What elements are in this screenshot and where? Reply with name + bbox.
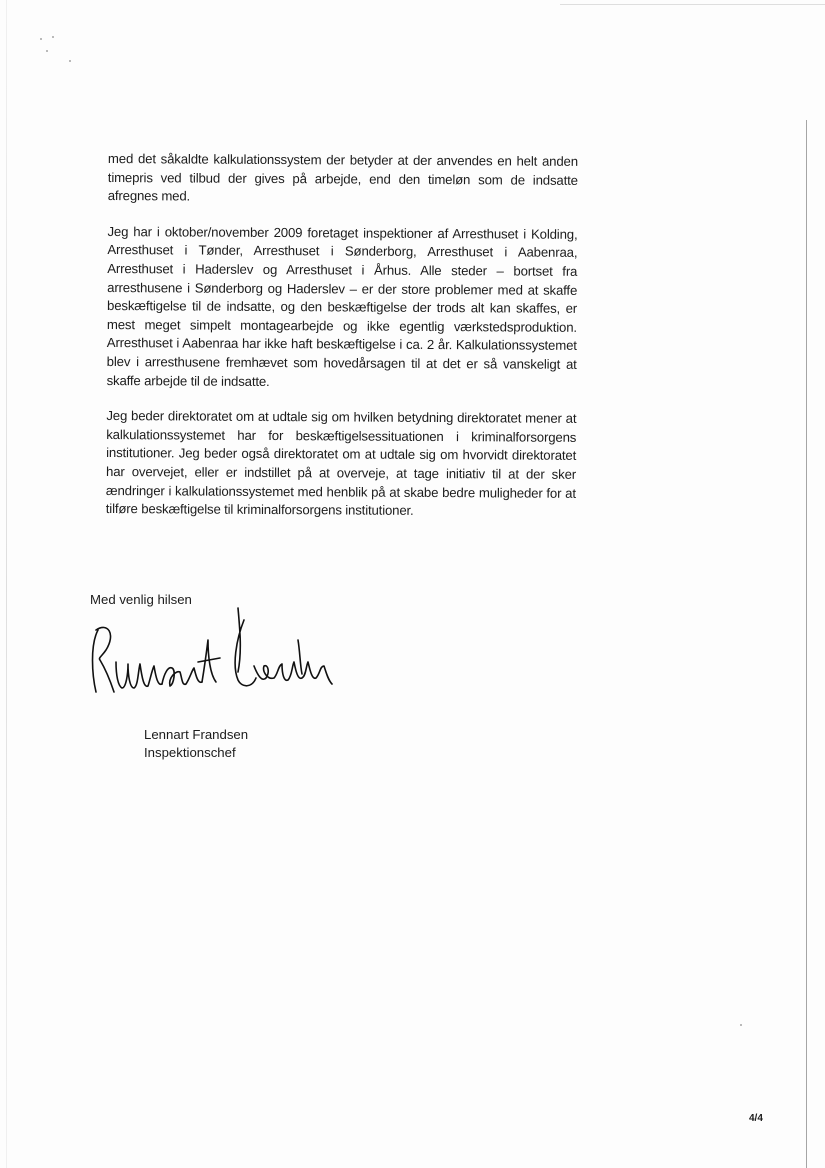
signer-name: Lennart Frandsen xyxy=(144,727,249,742)
paragraph-request: Jeg beder direktoratet om at udtale sig om hvilken betydning direktoratet mener at kalkulationssystemet har for beskæftigelsessituationen i kriminalforsorgens institutioner. Jeg beder også direktoratet om at udtale sig om hvorvidt direktoratet har overvejet, eller er indstillet på at overveje, at tage initiativ til at der sker ændringer i kalkulationssystemet med henblik på at skabe bedre muligheder for at tilføre beskæftigelse til kriminalforsorgens institutioner. xyxy=(105,408,577,518)
scan-speck xyxy=(69,60,71,62)
closing-salutation: Med venlig hilsen xyxy=(90,592,192,607)
scan-speck xyxy=(740,1024,742,1026)
scan-speck xyxy=(46,50,48,52)
handwritten-signature xyxy=(86,600,336,700)
page-number: 4/4 xyxy=(749,1113,763,1124)
signer-title: Inspektionschef xyxy=(144,745,236,760)
scan-edge-right xyxy=(806,120,807,1168)
scan-speck xyxy=(52,36,54,38)
scan-edge-left xyxy=(6,0,7,1168)
scan-speck xyxy=(40,38,42,40)
letter-body xyxy=(106,150,578,539)
signer-block xyxy=(144,726,248,762)
scan-edge-top xyxy=(560,4,825,5)
paragraph-calculation-system: med det såkaldte kalkulationssystem der betyder at der anvendes en helt anden timepris ved tilbud der gives på arbejde, end den timeløn som de indsatte afregnes med. xyxy=(107,150,578,204)
paragraph-inspections: Jeg har i oktober/november 2009 foretaget inspektioner af Arresthuset i Kolding, Arresthuset i Tønder, Arresthuset i Sønderborg, Arresthuset i Aabenraa, Arresthuset i Haderslev og Arresthuset i Århus. Alle steder – bortset fra arresthusene i Sønderborg og Haderslev – er der store problemer med at skaffe beskæftigelse til de indsatte, og den beskæftigelse der trods alt kan skaffes, er mest meget simpelt montagearbejde og ikke egentlig værkstedsproduktion. Arresthuset i Aabenraa har ikke haft beskæftigelse i ca. 2 år. Kalkulationssystemet blev i arresthusene fremhævet som hovedårsagen til at det er så vanskeligt at skaffe arbejde til de indsatte. xyxy=(106,223,578,389)
